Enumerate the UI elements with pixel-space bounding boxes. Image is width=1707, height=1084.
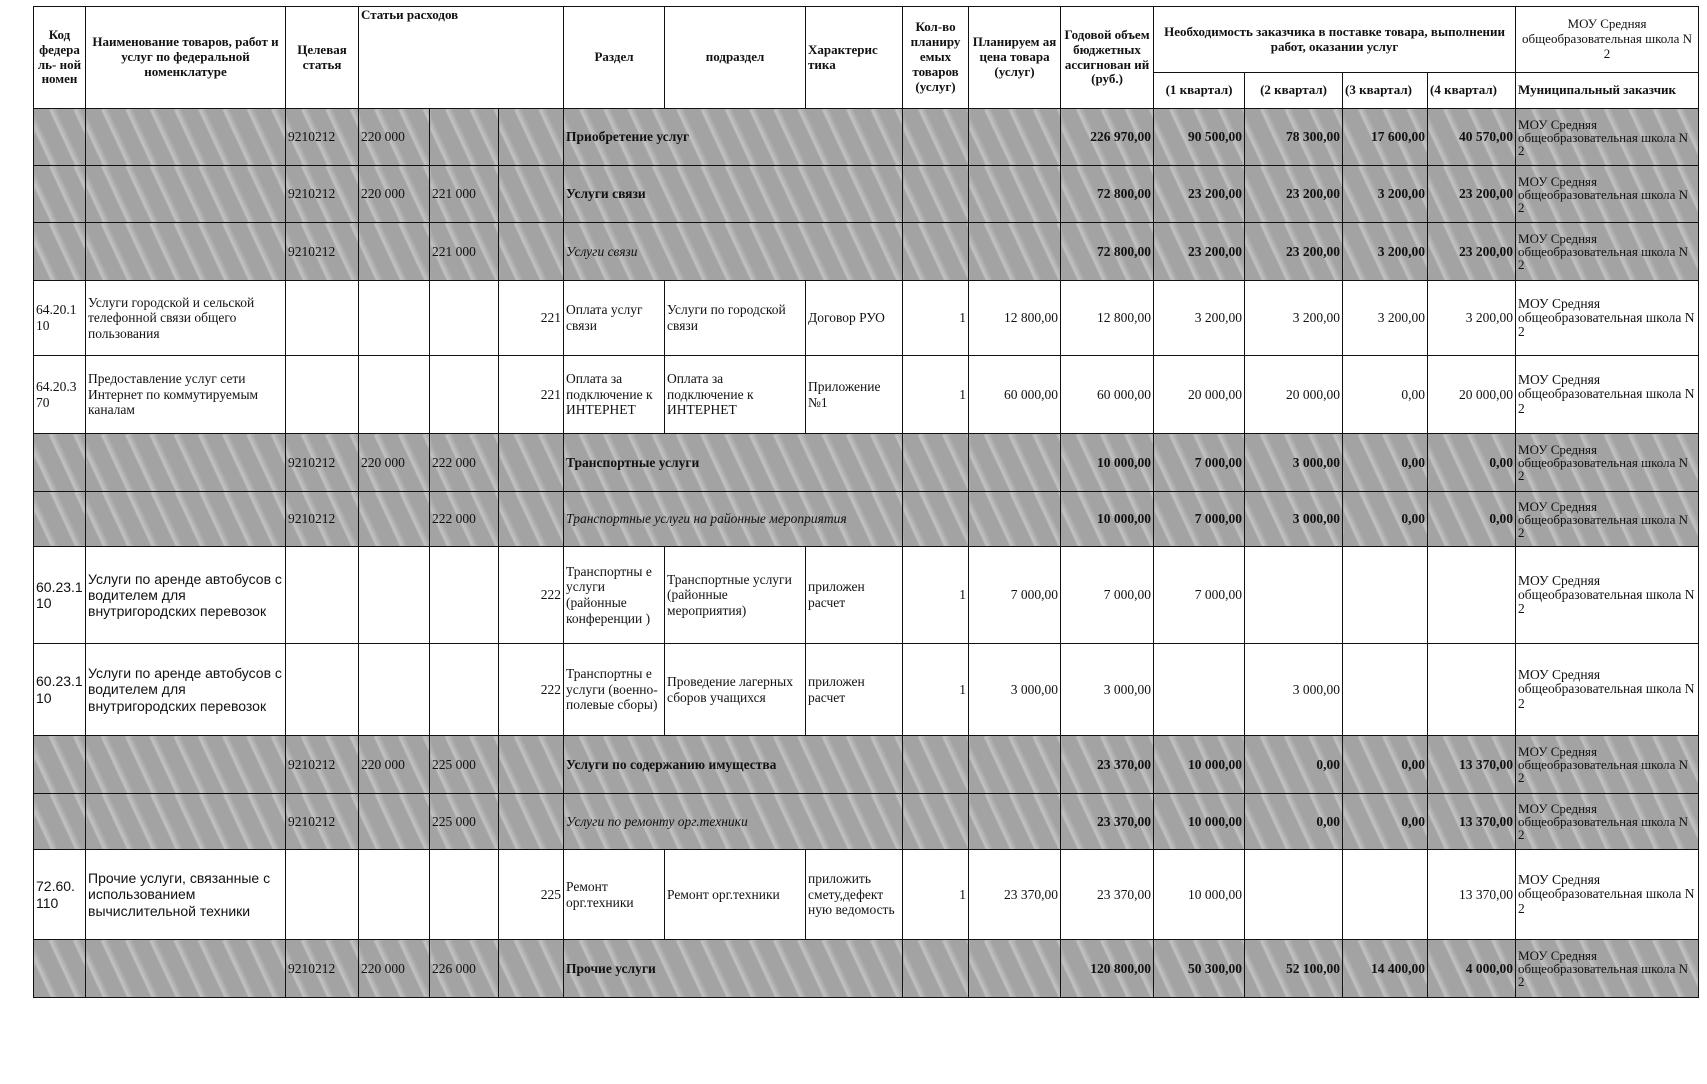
item-name-cell: Услуги по аренде автобусов с водителем для внутригородских перевозок [86,547,286,644]
quarter-1-cell: 7 000,00 [1154,434,1245,492]
expense-code-cell: 222 [499,644,564,736]
quarter-3-cell: 0,00 [1343,736,1428,794]
target-article-cell [286,644,359,736]
table-body [34,109,1699,998]
planned-price-cell: 60 000,00 [969,356,1061,434]
section-cell: Услуги связи [564,223,903,281]
annual-volume-cell: 23 370,00 [1061,850,1154,940]
quarter-3-cell: 3 200,00 [1343,223,1428,281]
table-row [34,644,1699,736]
quarter-2-cell: 3 000,00 [1245,644,1343,736]
quarter-4-cell: 4 000,00 [1428,940,1516,998]
header-characteristic: Характерис тика [806,7,903,109]
quarter-2-cell: 3 200,00 [1245,281,1343,356]
item-name-cell [86,940,286,998]
planned-price-cell [969,794,1061,850]
quarter-2-cell [1245,547,1343,644]
expense-code-cell: 221 [499,281,564,356]
quarter-2-cell: 23 200,00 [1245,166,1343,223]
target-article-cell: 9210212 [286,166,359,223]
okdp-code-cell: 72.60. 110 [34,850,86,940]
table-row-summary [34,109,1699,166]
quarter-2-cell: 0,00 [1245,736,1343,794]
expense-article-cell [359,281,430,356]
quarter-1-cell: 3 200,00 [1154,281,1245,356]
characteristic-cell: Приложение №1 [806,356,903,434]
header-quarter-1: (1 квартал) [1154,73,1245,109]
expense-subarticle-cell: 225 000 [430,794,499,850]
customer-cell: МОУ Средняя общеобразовательная школа N 2 [1516,492,1699,547]
planned-price-cell [969,736,1061,794]
section-cell: Транспортные услуги [564,434,903,492]
expense-subarticle-cell [430,644,499,736]
customer-cell: МОУ Средняя общеобразовательная школа N 2 [1516,356,1699,434]
quarter-4-cell: 13 370,00 [1428,736,1516,794]
table-row-summary [34,736,1699,794]
customer-cell: МОУ Средняя общеобразовательная школа N 2 [1516,850,1699,940]
procurement-table [33,6,1699,998]
customer-cell: МОУ Средняя общеобразовательная школа N 2 [1516,736,1699,794]
quarter-3-cell: 0,00 [1343,794,1428,850]
quarter-4-cell: 0,00 [1428,492,1516,547]
quarter-1-cell: 90 500,00 [1154,109,1245,166]
section-cell: Ремонт орг.техники [564,850,665,940]
quarter-3-cell: 0,00 [1343,434,1428,492]
header-quarter-4: (4 квартал) [1428,73,1516,109]
annual-volume-cell: 3 000,00 [1061,644,1154,736]
target-article-cell: 9210212 [286,736,359,794]
quantity-cell: 1 [903,850,969,940]
expense-subarticle-cell [430,281,499,356]
item-name-cell [86,223,286,281]
expense-article-cell: 220 000 [359,109,430,166]
quantity-cell [903,223,969,281]
quarter-3-cell: 3 200,00 [1343,281,1428,356]
quarter-3-cell [1343,850,1428,940]
header-code: Код федера ль- ной номен [34,7,86,109]
target-article-cell [286,850,359,940]
expense-subarticle-cell: 222 000 [430,434,499,492]
quantity-cell [903,109,969,166]
item-name-cell: Предоставление услуг сети Интернет по коммутируемым каналам [86,356,286,434]
header-quarter-3: (3 квартал) [1343,73,1428,109]
planned-price-cell [969,434,1061,492]
planned-price-cell [969,492,1061,547]
planned-price-cell: 23 370,00 [969,850,1061,940]
customer-cell: МОУ Средняя общеобразовательная школа N 2 [1516,223,1699,281]
subsection-cell: Оплата за подключение к ИНТЕРНЕТ [665,356,806,434]
header-school: МОУ Средняя общеобразовательная школа N 2 [1516,7,1699,73]
okdp-code-cell [34,434,86,492]
target-article-cell [286,547,359,644]
quarter-1-cell: 23 200,00 [1154,166,1245,223]
header-expense-articles: Статьи расходов [359,7,564,109]
subsection-cell: Ремонт орг.техники [665,850,806,940]
target-article-cell [286,281,359,356]
section-cell: Приобретение услуг [564,109,903,166]
section-cell: Услуги связи [564,166,903,223]
header-customer-need: Необходимость заказчика в поставке товара, выполнении работ, оказании услуг [1154,7,1516,73]
annual-volume-cell: 10 000,00 [1061,492,1154,547]
table-row [34,547,1699,644]
annual-volume-cell: 72 800,00 [1061,166,1154,223]
header-target-article: Целевая статья [286,7,359,109]
expense-code-cell [499,223,564,281]
quarter-3-cell: 17 600,00 [1343,109,1428,166]
customer-cell: МОУ Средняя общеобразовательная школа N 2 [1516,940,1699,998]
planned-price-cell: 7 000,00 [969,547,1061,644]
item-name-cell [86,736,286,794]
table-row [34,281,1699,356]
quarter-1-cell: 50 300,00 [1154,940,1245,998]
quarter-4-cell: 40 570,00 [1428,109,1516,166]
section-cell: Услуги по ремонту орг.техники [564,794,903,850]
characteristic-cell: приложен расчет [806,547,903,644]
customer-cell: МОУ Средняя общеобразовательная школа N 2 [1516,644,1699,736]
section-cell: Прочие услуги [564,940,903,998]
quarter-2-cell: 3 000,00 [1245,492,1343,547]
subsection-cell: Услуги по городской связи [665,281,806,356]
expense-article-cell [359,547,430,644]
subsection-cell: Проведение лагерных сборов учащихся [665,644,806,736]
quarter-1-cell: 10 000,00 [1154,850,1245,940]
quarter-2-cell: 23 200,00 [1245,223,1343,281]
expense-subarticle-cell [430,547,499,644]
okdp-code-cell: 60.23.1 10 [34,644,86,736]
item-name-cell: Услуги по аренде автобусов с водителем для внутригородских перевозок [86,644,286,736]
quantity-cell [903,736,969,794]
planned-price-cell: 12 800,00 [969,281,1061,356]
table-row-summary [34,223,1699,281]
expense-article-cell: 220 000 [359,166,430,223]
quarter-3-cell [1343,547,1428,644]
quarter-4-cell [1428,644,1516,736]
table-row-summary [34,794,1699,850]
okdp-code-cell [34,940,86,998]
item-name-cell [86,109,286,166]
expense-code-cell: 222 [499,547,564,644]
planned-price-cell: 3 000,00 [969,644,1061,736]
annual-volume-cell: 10 000,00 [1061,434,1154,492]
customer-cell: МОУ Средняя общеобразовательная школа N 2 [1516,547,1699,644]
header-planned-price: Планируем ая цена товара (услуг) [969,7,1061,109]
header-quantity: Кол-во планиру емых товаров (услуг) [903,7,969,109]
item-name-cell [86,166,286,223]
annual-volume-cell: 12 800,00 [1061,281,1154,356]
expense-code-cell: 225 [499,850,564,940]
header-municipal-customer: Муниципальный заказчик [1516,73,1699,109]
expense-article-cell: 220 000 [359,736,430,794]
expense-code-cell [499,736,564,794]
quarter-3-cell: 0,00 [1343,356,1428,434]
customer-cell: МОУ Средняя общеобразовательная школа N 2 [1516,794,1699,850]
quarter-4-cell: 3 200,00 [1428,281,1516,356]
quarter-3-cell: 14 400,00 [1343,940,1428,998]
quantity-cell [903,492,969,547]
table-row-summary [34,166,1699,223]
table-row-summary [34,492,1699,547]
annual-volume-cell: 23 370,00 [1061,736,1154,794]
expense-subarticle-cell: 225 000 [430,736,499,794]
procurement-plan-sheet [33,6,1698,998]
subsection-cell: Транспортные услуги (районные мероприятия) [665,547,806,644]
annual-volume-cell: 60 000,00 [1061,356,1154,434]
quarter-1-cell: 10 000,00 [1154,794,1245,850]
section-cell: Оплата услуг связи [564,281,665,356]
planned-price-cell [969,109,1061,166]
section-cell: Оплата за подключение к ИНТЕРНЕТ [564,356,665,434]
expense-article-cell: 220 000 [359,434,430,492]
quarter-1-cell: 7 000,00 [1154,492,1245,547]
characteristic-cell: приложен расчет [806,644,903,736]
item-name-cell: Прочие услуги, связанные с использованием вычислительной техники [86,850,286,940]
quarter-2-cell: 0,00 [1245,794,1343,850]
okdp-code-cell [34,223,86,281]
quarter-3-cell: 3 200,00 [1343,166,1428,223]
expense-article-cell [359,356,430,434]
okdp-code-cell: 64.20.1 10 [34,281,86,356]
quarter-2-cell: 3 000,00 [1245,434,1343,492]
target-article-cell: 9210212 [286,492,359,547]
planned-price-cell [969,223,1061,281]
okdp-code-cell: 64.20.3 70 [34,356,86,434]
table-row [34,356,1699,434]
okdp-code-cell [34,794,86,850]
header-annual-volume: Годовой объем бюджетных ассигнован ий (руб.) [1061,7,1154,109]
expense-article-cell [359,794,430,850]
quantity-cell [903,794,969,850]
section-cell: Транспортны е услуги (военно-полевые сборы) [564,644,665,736]
item-name-cell [86,434,286,492]
expense-subarticle-cell [430,850,499,940]
expense-code-cell [499,794,564,850]
okdp-code-cell [34,736,86,794]
quarter-2-cell: 20 000,00 [1245,356,1343,434]
annual-volume-cell: 120 800,00 [1061,940,1154,998]
characteristic-cell: приложить смету,дефект ную ведомость [806,850,903,940]
table-row [34,850,1699,940]
expense-code-cell: 221 [499,356,564,434]
planned-price-cell [969,166,1061,223]
expense-article-cell [359,644,430,736]
section-cell: Транспортные услуги на районные мероприятия [564,492,903,547]
quarter-4-cell: 20 000,00 [1428,356,1516,434]
quantity-cell: 1 [903,644,969,736]
expense-subarticle-cell: 222 000 [430,492,499,547]
quantity-cell: 1 [903,547,969,644]
expense-code-cell [499,166,564,223]
expense-subarticle-cell: 221 000 [430,166,499,223]
quarter-1-cell [1154,644,1245,736]
quarter-4-cell: 23 200,00 [1428,223,1516,281]
table-row-summary [34,434,1699,492]
expense-article-cell [359,492,430,547]
section-cell: Услуги по содержанию имущества [564,736,903,794]
target-article-cell: 9210212 [286,940,359,998]
annual-volume-cell: 72 800,00 [1061,223,1154,281]
expense-code-cell [499,492,564,547]
expense-article-cell [359,850,430,940]
quarter-4-cell: 13 370,00 [1428,794,1516,850]
annual-volume-cell: 226 970,00 [1061,109,1154,166]
okdp-code-cell: 60.23.1 10 [34,547,86,644]
quarter-3-cell [1343,644,1428,736]
target-article-cell: 9210212 [286,223,359,281]
expense-subarticle-cell [430,356,499,434]
item-name-cell [86,492,286,547]
quarter-4-cell [1428,547,1516,644]
section-cell: Транспортны е услуги (районные конференции ) [564,547,665,644]
quarter-3-cell: 0,00 [1343,492,1428,547]
expense-article-cell [359,223,430,281]
header-subsection: подраздел [665,7,806,109]
quarter-4-cell: 23 200,00 [1428,166,1516,223]
quantity-cell: 1 [903,356,969,434]
quarter-4-cell: 0,00 [1428,434,1516,492]
quarter-1-cell: 10 000,00 [1154,736,1245,794]
expense-subarticle-cell [430,109,499,166]
table-row-summary [34,940,1699,998]
annual-volume-cell: 7 000,00 [1061,547,1154,644]
quarter-1-cell: 23 200,00 [1154,223,1245,281]
customer-cell: МОУ Средняя общеобразовательная школа N 2 [1516,281,1699,356]
quarter-2-cell: 52 100,00 [1245,940,1343,998]
expense-subarticle-cell: 221 000 [430,223,499,281]
target-article-cell: 9210212 [286,434,359,492]
quantity-cell [903,940,969,998]
target-article-cell: 9210212 [286,794,359,850]
header-section: Раздел [564,7,665,109]
target-article-cell [286,356,359,434]
customer-cell: МОУ Средняя общеобразовательная школа N 2 [1516,434,1699,492]
quarter-1-cell: 20 000,00 [1154,356,1245,434]
expense-code-cell [499,434,564,492]
quantity-cell [903,166,969,223]
header-name: Наименование товаров, работ и услуг по федеральной номенклатуре [86,7,286,109]
quantity-cell: 1 [903,281,969,356]
okdp-code-cell [34,109,86,166]
item-name-cell [86,794,286,850]
customer-cell: МОУ Средняя общеобразовательная школа N 2 [1516,109,1699,166]
item-name-cell: Услуги городской и сельской телефонной связи общего пользования [86,281,286,356]
annual-volume-cell: 23 370,00 [1061,794,1154,850]
okdp-code-cell [34,492,86,547]
okdp-code-cell [34,166,86,223]
target-article-cell: 9210212 [286,109,359,166]
quarter-2-cell [1245,850,1343,940]
expense-code-cell [499,109,564,166]
expense-code-cell [499,940,564,998]
header-quarter-2: (2 квартал) [1245,73,1343,109]
characteristic-cell: Договор РУО [806,281,903,356]
quarter-4-cell: 13 370,00 [1428,850,1516,940]
quarter-1-cell: 7 000,00 [1154,547,1245,644]
expense-subarticle-cell: 226 000 [430,940,499,998]
planned-price-cell [969,940,1061,998]
quantity-cell [903,434,969,492]
quarter-2-cell: 78 300,00 [1245,109,1343,166]
customer-cell: МОУ Средняя общеобразовательная школа N 2 [1516,166,1699,223]
expense-article-cell: 220 000 [359,940,430,998]
